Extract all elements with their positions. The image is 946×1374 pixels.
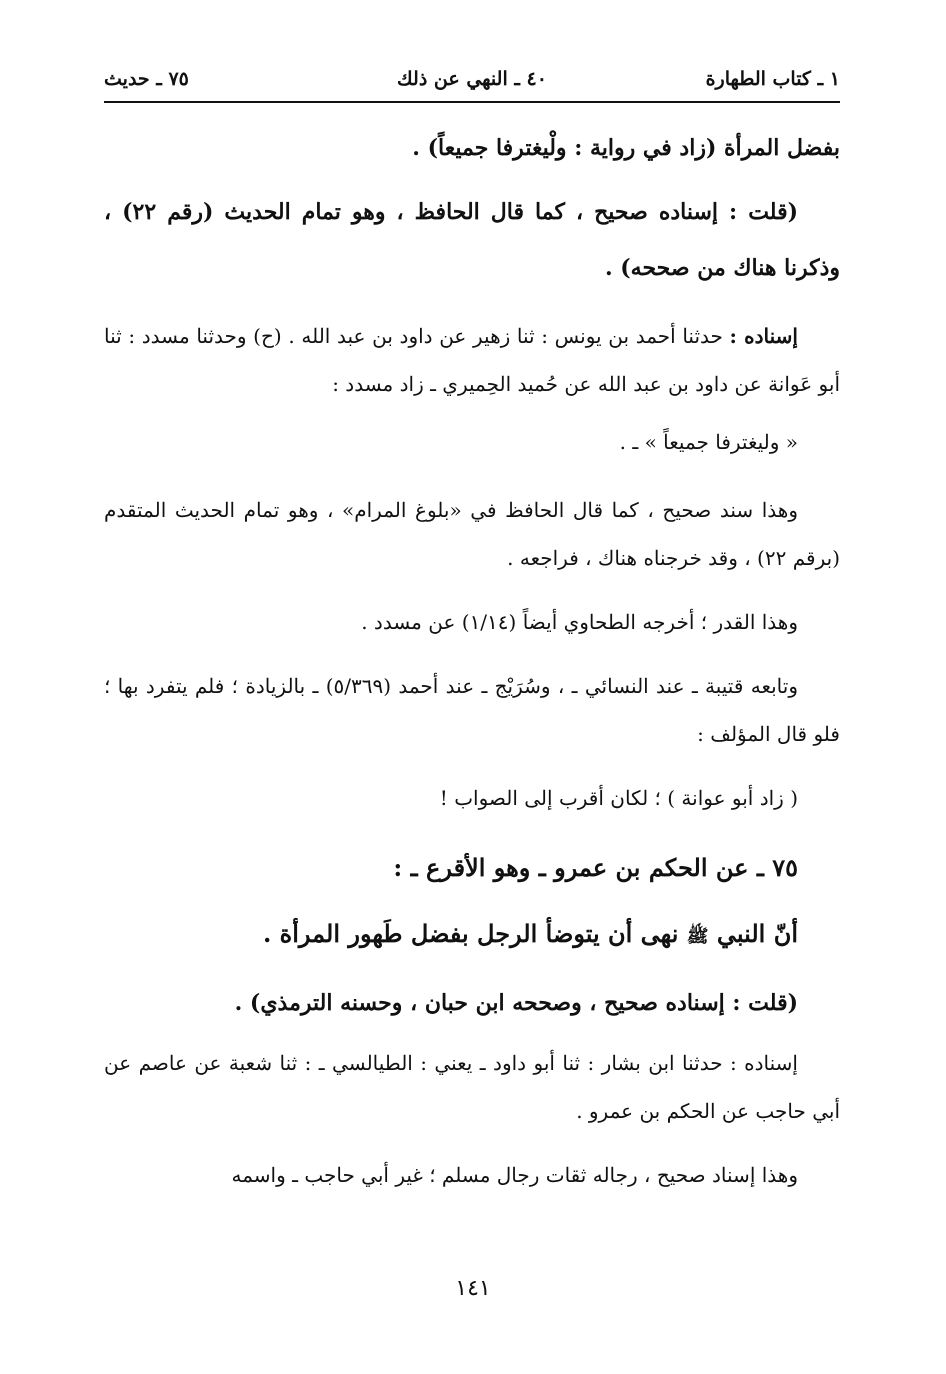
hadith-text-end: نهى أن يتوضأ الرجل بفضل طَهور المرأة . <box>262 919 679 948</box>
hadith-text-continuation: بفضل المرأة (زاد في رواية : ولْيغترفا جميعاً) . <box>412 135 840 161</box>
commentary-paragraph: ( زاد أبو عوانة ) ؛ لكان أقرب إلى الصواب ! <box>439 786 798 810</box>
isnad-paragraph <box>104 312 840 408</box>
header-hadith-number: ٧٥ ـ حديث <box>104 68 189 90</box>
hadith-text <box>104 904 840 967</box>
page-number: ١٤١ <box>455 1276 491 1301</box>
isnad-label: إسناده : <box>729 324 798 348</box>
isnad-text: حدثنا أحمد بن يونس : ثنا زهير عن داود بن عبد الله . (ح) وحدثنا مسدد : ثنا أبو عَوانة عن داود بن عبد الله عن حُميد الحِميري ـ زاد مسدد : <box>104 324 840 396</box>
hadith-text-start: أنّ النبي <box>716 919 798 948</box>
header-book-title: ١ ـ كتاب الطهارة <box>705 68 840 90</box>
header-divider <box>104 101 840 103</box>
commentary-paragraph: وهذا إسناد صحيح ، رجاله ثقات رجال مسلم ؛ غير أبي حاجب ـ واسمه <box>231 1163 798 1187</box>
salawat-ligature: ﷺ <box>686 926 709 947</box>
commentary-paragraph: وتابعه قتيبة ـ عند النسائي ـ ، وسُرَيْج ـ عند أحمد (٥/٣٦٩) ـ بالزيادة ؛ فلم يتفرد بها ؛ فلو قال المؤلف : <box>104 674 840 746</box>
isnad-paragraph: إسناده : حدثنا ابن بشار : ثنا أبو داود ـ يعني : الطيالسي ـ : ثنا شعبة عن عاصم عن أبي حاجب عن الحكم بن عمرو . <box>104 1051 840 1123</box>
commentary-paragraph: وهذا القدر ؛ أخرجه الطحاوي أيضاً (١/١٤) عن مسدد . <box>361 610 798 634</box>
commentary-paragraph: وهذا سند صحيح ، كما قال الحافظ في «بلوغ المرام» ، وهو تمام الحديث المتقدم (برقم ٢٢) ، وقد خرجناه هناك ، فراجعه . <box>104 498 840 570</box>
running-header <box>104 62 840 98</box>
page-body <box>104 118 840 1199</box>
header-chapter-title: ٤٠ ـ النهي عن ذلك <box>397 68 547 90</box>
authentication-note: (قلت : إسناده صحيح ، وصححه ابن حبان ، وحسنه الترمذي) . <box>234 990 798 1016</box>
hadith-heading: ٧٥ ـ عن الحكم بن عمرو ـ وهو الأقرع ـ : <box>393 853 798 882</box>
added-narration: « وليغترفا جميعاً » ـ . <box>619 430 798 454</box>
authentication-note: (قلت : إسناده صحيح ، كما قال الحافظ ، وهو تمام الحديث (رقم ٢٢) ، وذكرنا هناك من صححه) . <box>104 199 840 281</box>
